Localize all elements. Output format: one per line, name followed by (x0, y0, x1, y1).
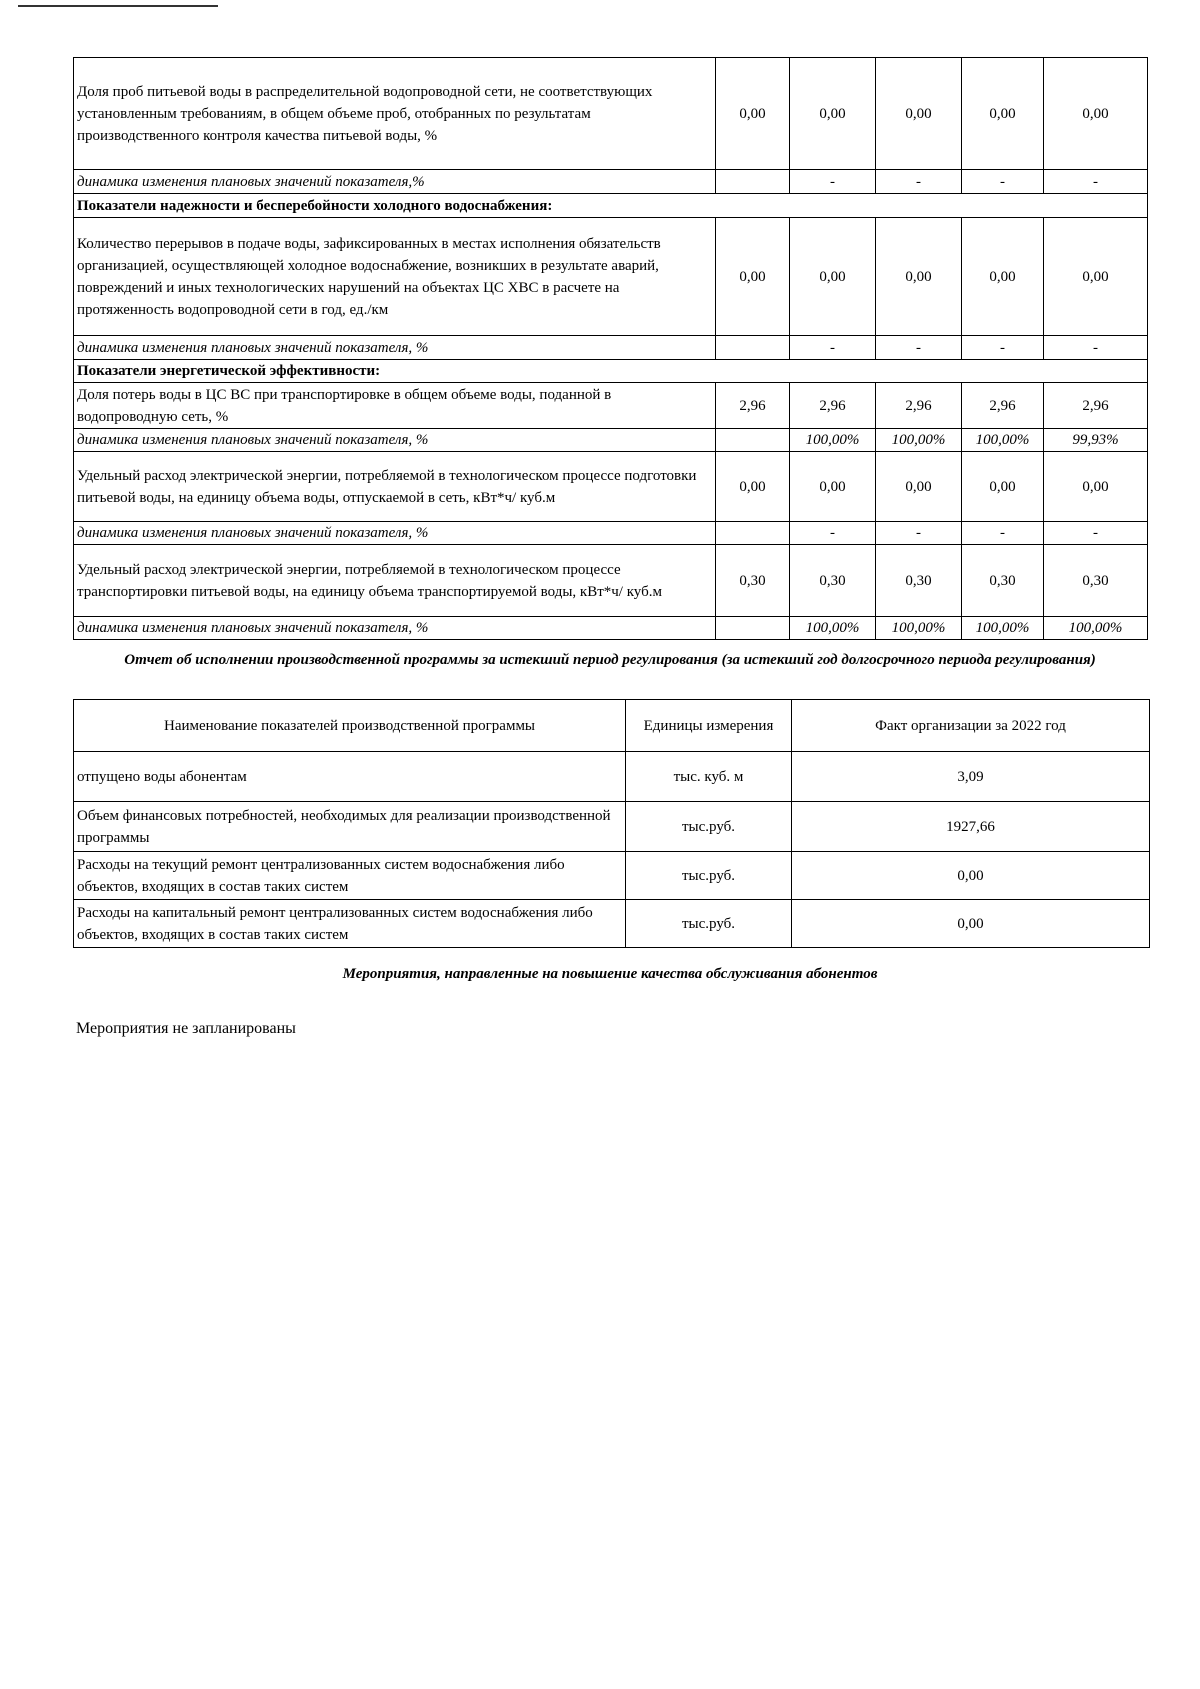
value-cell: 0,00 (792, 900, 1150, 948)
value-cell: 1927,66 (792, 802, 1150, 852)
indicator-name: Расходы на капитальный ремонт централизованных систем водоснабжения либо объектов, входящих в состав таких систем (74, 900, 626, 948)
value-cell: 0,00 (1044, 218, 1148, 336)
value-cell: 0,00 (876, 452, 962, 522)
value-cell: 100,00% (790, 429, 876, 452)
report-table (73, 699, 1150, 948)
events-title: Мероприятия, направленные на повышение качества обслуживания абонентов (342, 966, 878, 982)
value-cell: 0,00 (962, 58, 1044, 170)
value-cell: 0,30 (876, 545, 962, 617)
table-row (74, 522, 1148, 545)
value-cell: 0,30 (962, 545, 1044, 617)
value-cell: 100,00% (876, 617, 962, 640)
value-cell: 0,00 (716, 58, 790, 170)
dynamics-label: динамика изменения плановых значений показателя, % (74, 617, 716, 640)
value-cell: 0,00 (876, 218, 962, 336)
value-cell: - (1044, 336, 1148, 360)
value-cell: - (790, 522, 876, 545)
value-cell: 0,00 (790, 218, 876, 336)
column-header: Единицы измерения (626, 700, 792, 752)
value-cell: 2,96 (1044, 383, 1148, 429)
dynamics-label: динамика изменения плановых значений показателя,% (74, 170, 716, 194)
indicator-label: Доля проб питьевой воды в распределительной водопроводной сети, не соответствующих установленным требованиям, в общем объеме проб, отобранных по результатам производственного контроля качества питьевой воды, % (74, 58, 716, 170)
events-text: Мероприятия не запланированы (76, 1020, 296, 1037)
value-cell (716, 170, 790, 194)
value-cell: 0,00 (876, 58, 962, 170)
value-cell: 0,30 (1044, 545, 1148, 617)
value-cell (716, 336, 790, 360)
table-row (74, 752, 1150, 802)
value-cell: 0,30 (716, 545, 790, 617)
value-cell: 0,00 (1044, 452, 1148, 522)
unit-cell: тыс. куб. м (626, 752, 792, 802)
value-cell: 100,00% (1044, 617, 1148, 640)
top-rule (18, 5, 218, 7)
value-cell: 100,00% (962, 617, 1044, 640)
value-cell: 0,00 (962, 452, 1044, 522)
value-cell: 0,00 (716, 218, 790, 336)
indicator-label: Удельный расход электрической энергии, потребляемой в технологическом процессе подготовки питьевой воды, на единицу объема воды, отпускаемой в сеть, кВт*ч/ куб.м (74, 452, 716, 522)
table-row (74, 58, 1148, 170)
table-row (74, 802, 1150, 852)
value-cell: 0,30 (790, 545, 876, 617)
value-cell: - (876, 170, 962, 194)
value-cell (716, 522, 790, 545)
section-title: Показатели энергетической эффективности: (74, 360, 1148, 383)
header-row (74, 700, 1150, 752)
value-cell: 99,93% (1044, 429, 1148, 452)
column-header: Наименование показателей производственной программы (74, 700, 626, 752)
value-cell: - (876, 522, 962, 545)
indicator-label: Доля потерь воды в ЦС ВС при транспортировке в общем объеме воды, поданной в водопроводную сеть, % (74, 383, 716, 429)
value-cell (716, 617, 790, 640)
value-cell: 0,00 (716, 452, 790, 522)
value-cell: - (1044, 522, 1148, 545)
value-cell: 2,96 (962, 383, 1044, 429)
table-row (74, 429, 1148, 452)
value-cell: - (790, 170, 876, 194)
dynamics-label: динамика изменения плановых значений показателя, % (74, 522, 716, 545)
table-row (74, 383, 1148, 429)
indicator-label: Удельный расход электрической энергии, потребляемой в технологическом процессе транспортировки питьевой воды, на единицу объема транспортируемой воды, кВт*ч/ куб.м (74, 545, 716, 617)
indicator-name: отпущено воды абонентам (74, 752, 626, 802)
value-cell: 2,96 (716, 383, 790, 429)
value-cell: 0,00 (790, 58, 876, 170)
table-row (74, 617, 1148, 640)
value-cell: - (1044, 170, 1148, 194)
value-cell: 2,96 (790, 383, 876, 429)
section-header-row (74, 360, 1148, 383)
column-header: Факт организации за 2022 год (792, 700, 1150, 752)
value-cell: 0,00 (792, 852, 1150, 900)
value-cell: 100,00% (876, 429, 962, 452)
value-cell: - (962, 170, 1044, 194)
table-row (74, 900, 1150, 948)
table-row (74, 452, 1148, 522)
indicator-name: Расходы на текущий ремонт централизованных систем водоснабжения либо объектов, входящих в состав таких систем (74, 852, 626, 900)
table-row (74, 218, 1148, 336)
table-row (74, 336, 1148, 360)
indicators-table (73, 57, 1148, 640)
dynamics-label: динамика изменения плановых значений показателя, % (74, 336, 716, 360)
value-cell: 3,09 (792, 752, 1150, 802)
unit-cell: тыс.руб. (626, 852, 792, 900)
value-cell (716, 429, 790, 452)
value-cell: - (790, 336, 876, 360)
value-cell: - (876, 336, 962, 360)
table-row (74, 852, 1150, 900)
report-title: Отчет об исполнении производственной программы за истекший период регулирования (за истекший год долгосрочного периода регулирования) (124, 652, 1096, 668)
value-cell: 0,00 (962, 218, 1044, 336)
value-cell: 2,96 (876, 383, 962, 429)
indicator-label: Количество перерывов в подаче воды, зафиксированных в местах исполнения обязательств организацией, осуществляющей холодное водоснабжение, возникших в результате аварий, повреждений и иных технологических нарушений на объектах ЦС ХВС в расчете на протяженность водопроводной сети в год, ед./км (74, 218, 716, 336)
value-cell: - (962, 336, 1044, 360)
unit-cell: тыс.руб. (626, 802, 792, 852)
dynamics-label: динамика изменения плановых значений показателя, % (74, 429, 716, 452)
section-title: Показатели надежности и бесперебойности холодного водоснабжения: (74, 194, 1148, 218)
table-row (74, 170, 1148, 194)
value-cell: 100,00% (790, 617, 876, 640)
value-cell: 100,00% (962, 429, 1044, 452)
value-cell: 0,00 (790, 452, 876, 522)
table-row (74, 545, 1148, 617)
unit-cell: тыс.руб. (626, 900, 792, 948)
value-cell: - (962, 522, 1044, 545)
indicator-name: Объем финансовых потребностей, необходимых для реализации производственной программы (74, 802, 626, 852)
section-header-row (74, 194, 1148, 218)
value-cell: 0,00 (1044, 58, 1148, 170)
